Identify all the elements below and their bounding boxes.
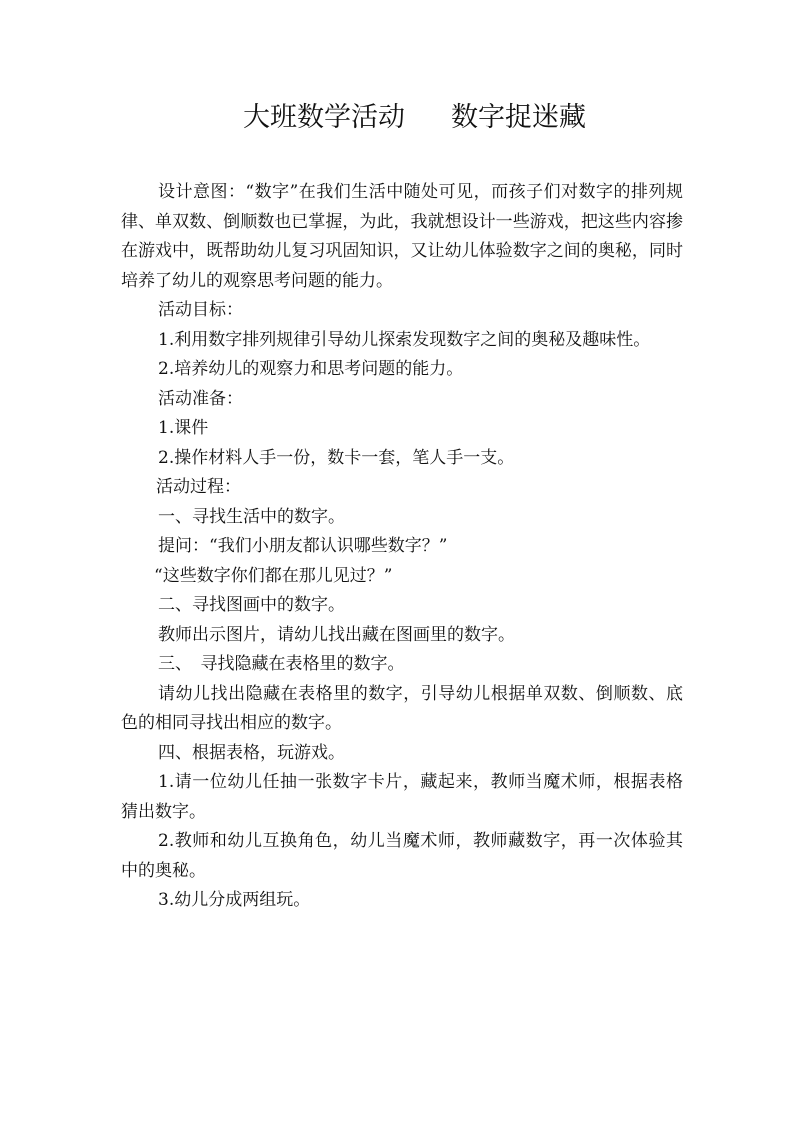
goal-item-2: 2.培养幼儿的观察力和思考问题的能力。 (158, 359, 464, 379)
title-part-1: 大班数学活动 (243, 102, 405, 133)
prep-heading: 活动准备： (158, 388, 243, 409)
document-body (121, 178, 683, 916)
step-4-item-1: 1.请一位幼儿任抽一张数字卡片，藏起来，教师当魔术师，根据表格猜出数字。 (121, 772, 683, 822)
goal-item-1: 1.利用数字排列规律引导幼儿探索发现数字之间的奥秘及趣味性。 (158, 329, 651, 350)
process-heading: 活动过程： (156, 477, 241, 497)
step-2-heading: 二、寻找图画中的数字。 (158, 595, 345, 615)
step-4-heading: 四、根据表格，玩游戏。 (158, 742, 345, 763)
prep-item-1: 1.课件 (158, 418, 209, 438)
step-3-text: 请幼儿找出隐藏在表格里的数字，引导幼儿根据单双数、倒顺数、底色的相同寻找出相应的数字。 (121, 683, 683, 733)
step-4-item-2: 2.教师和幼儿互换角色，幼儿当魔术师，教师藏数字，再一次体验其中的奥秘。 (121, 831, 683, 881)
step-2-text: 教师出示图片，请幼儿找出藏在图画里的数字。 (158, 624, 515, 645)
title-part-2: 数字捉迷藏 (451, 102, 586, 133)
step-1-question-2: “这些数字你们都在那儿见过？” (154, 565, 393, 586)
goals-heading: 活动目标： (158, 300, 243, 320)
prep-item-2: 2.操作材料人手一份，数卡一套，笔人手一支。 (158, 447, 515, 468)
step-4-item-3: 3.幼儿分成两组玩。 (158, 890, 311, 910)
step-1-question-1: 提问：“我们小朋友都认识哪些数字？” (158, 536, 448, 556)
step-3-heading: 三、 寻找隐藏在表格里的数字。 (158, 654, 405, 674)
step-1-heading: 一、寻找生活中的数字。 (158, 506, 345, 527)
design-intent-paragraph: 设计意图：“数字”在我们生活中随处可见，而孩子们对数字的排列规律、单双数、倒顺数也已掌握，为此，我就想设计一些游戏，把这些内容掺在游戏中，既帮助幼儿复习巩固知识，又让幼儿体验数字之间的奥秘，同时培养了幼儿的观察思考问题的能力。 (121, 182, 683, 291)
document-title (243, 98, 663, 138)
